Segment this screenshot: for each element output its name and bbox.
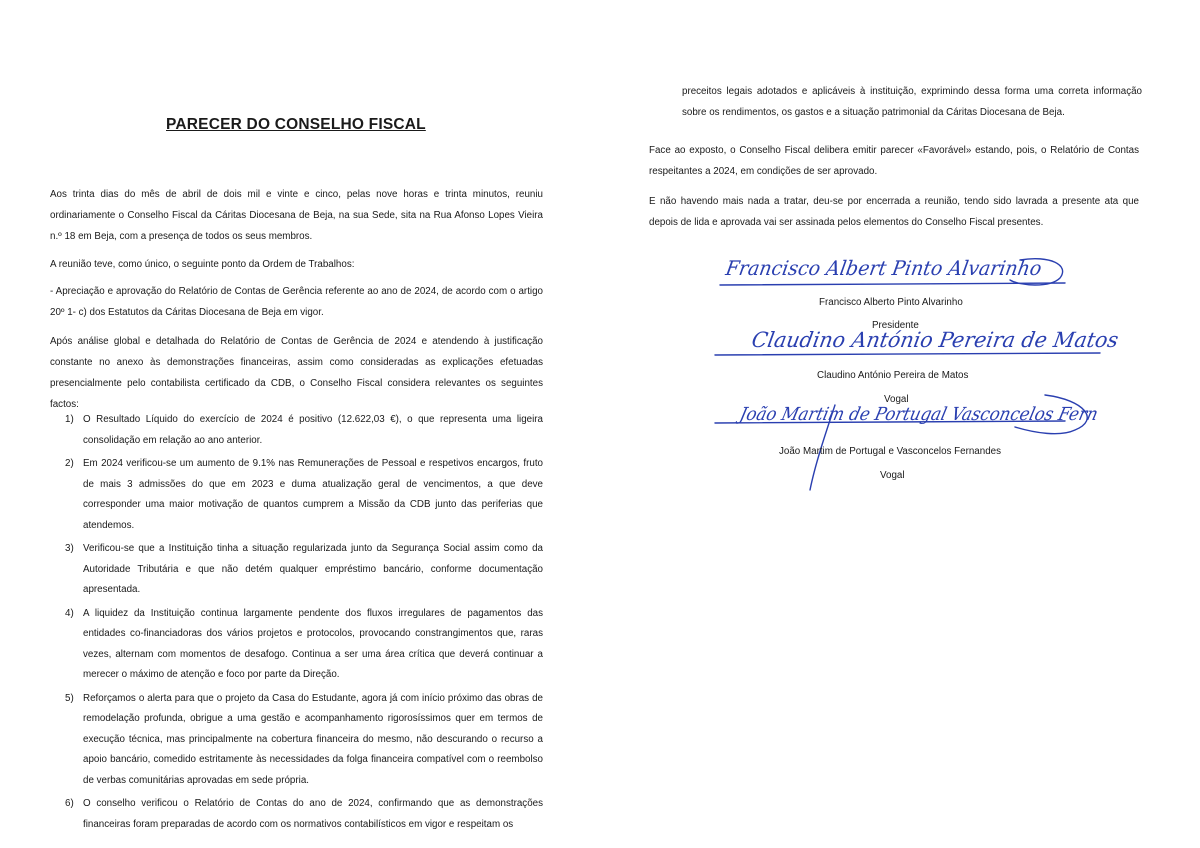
closing-paragraph: E não havendo mais nada a tratar, deu-se por encerrada a reunião, tendo sido lavrada a presente ata que depois de lida e aprovada vai ser assinada pelos elementos do Conselho Fiscal presentes. [649, 196, 1139, 228]
signature-flourish [715, 385, 1115, 495]
list-item: 5) Reforçamos o alerta para que o projeto da Casa do Estudante, agora já com início próximo das obras de remodelação profunda, obrigue a uma gestão e acompanhamento rigorosíssimos quer em termos de execução técnica, mas principalmente na cobertura financeira do mesmo, não descurando o recurso a apoio bancário, comedido estritamente às necessidades da folga financeira compatível com o reembolso de verbas comunitárias aprovadas em sede própria. [65, 692, 543, 786]
list-item: 2) Em 2024 verificou-se um aumento de 9.1% nas Remunerações de Pessoal e respetivos encargos, fruto de mais 3 admissões do que em 2023 e duma atualização geral de vencimentos, a que deve corresponder uma maior motivação de quantos cumprem a Missão da CDB junto das periferias que atendemos. [65, 458, 543, 531]
signatory-name: João Martim de Portugal e Vasconcelos Fernandes [779, 446, 1001, 457]
signatory-role: Vogal [884, 394, 909, 405]
decision-paragraph: Face ao exposto, o Conselho Fiscal delibera emitir parecer «Favorável» estando, pois, o Relatório de Contas respeitantes a 2024, em condições de ser aprovado. [649, 145, 1139, 177]
signature-1: Francisco Albert Pinto Alvarinho [723, 256, 1044, 280]
signatory-name: Francisco Alberto Pinto Alvarinho [819, 297, 963, 308]
agenda-item: - Apreciação e aprovação do Relatório de Contas de Gerência referente ao ano de 2024, de acordo com o artigo 20º 1- c) dos Estatutos da Cáritas Diocesana de Beja em vigor. [50, 286, 543, 318]
list-item: 1) O Resultado Líquido do exercício de 2024 é positivo (12.622,03 €), o que representa uma ligeira consolidação em relação ao ano anterior. [65, 414, 543, 446]
facts-list [65, 410, 543, 838]
signatory-role: Presidente [872, 320, 919, 331]
signatory-name: Claudino António Pereira de Matos [817, 370, 969, 381]
signatory-role: Vogal [880, 470, 905, 481]
signature-2: Claudino António Pereira de Matos [749, 328, 1121, 352]
list-item: 3) Verificou-se que a Instituição tinha a situação regularizada junto da Segurança Social assim como da Autoridade Tributária e que não detém qualquer empréstimo bancário, conforme documentação apresentada. [65, 543, 543, 595]
opening-paragraph: Aos trinta dias do mês de abril de dois mil e vinte e cinco, pelas nove horas e trinta minutos, reuniu ordinariamente o Conselho Fiscal da Cáritas Diocesana de Beja, na sua Sede, sita na Rua Afonso Lopes Vieira n.º 18 em Beja, com a presença de todos os seus membros. [50, 189, 543, 242]
right-page [600, 0, 1200, 848]
signature-3: João Martim de Portugal Vasconcelos Fern [737, 404, 1100, 425]
analysis-paragraph: Após análise global e detalhada do Relatório de Contas de Gerência de 2024 e atendendo à justificação constante no anexo às demonstrações financeiras, assim como consideradas as explicações efetuadas presencialmente pelo contabilista certificado da CDB, o Conselho Fiscal considera relevantes os seguintes factos: [50, 336, 543, 410]
list-item: 4) A liquidez da Instituição continua largamente pendente dos fluxos irregulares de pagamentos das entidades co-financiadoras dos vários projetos e protocolos, provocando constrangimentos que, raras vezes, alternam com momentos de desafogo. Continua a ser uma área crítica que deverá continuar a merecer o máximo de atenção e foco por parte da Direção. [65, 607, 543, 680]
continuation-paragraph: preceitos legais adotados e aplicáveis à instituição, exprimindo dessa forma uma correta informação sobre os rendimentos, os gastos e a situação patrimonial da Cáritas Diocesana de Beja. [682, 86, 1142, 118]
agenda-intro: A reunião teve, como único, o seguinte ponto da Ordem de Trabalhos: [50, 259, 355, 270]
document-title: PARECER DO CONSELHO FISCAL [166, 116, 426, 133]
list-item: 6) O conselho verificou o Relatório de Contas do ano de 2024, confirmando que as demonstrações financeiras foram preparadas de acordo com os normativos contabilísticos em vigor e respeitam os [65, 798, 543, 830]
